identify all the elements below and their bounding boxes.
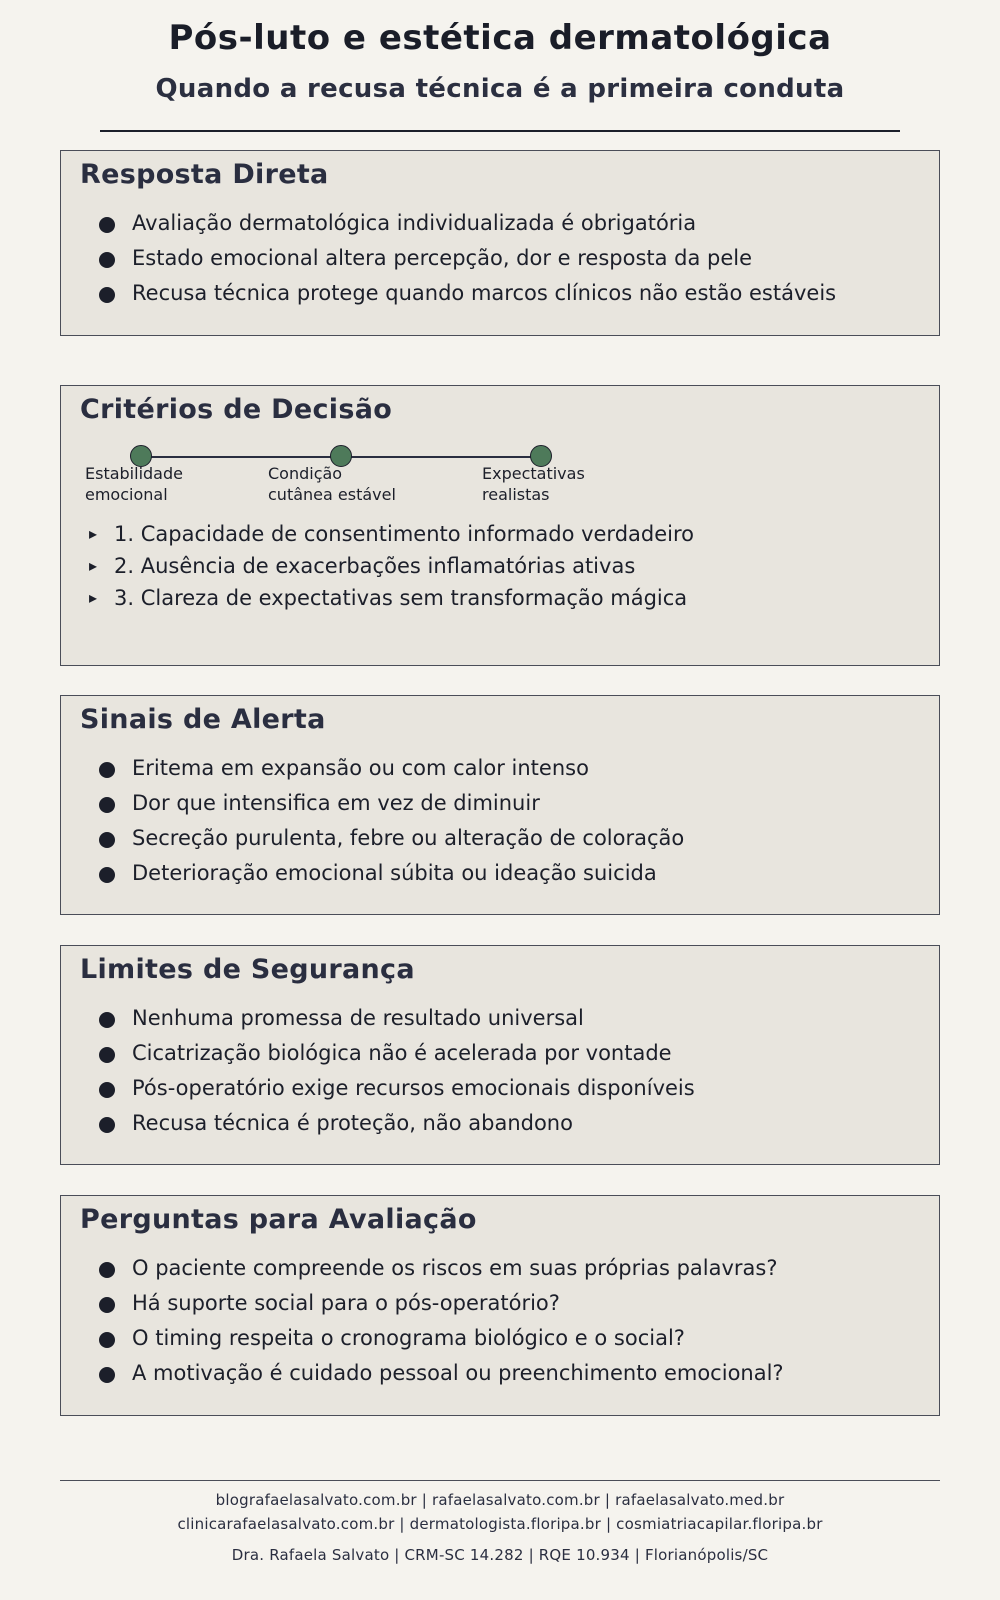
list-item: Recusa técnica é proteção, não abandono xyxy=(99,1106,695,1141)
card-title: Critérios de Decisão xyxy=(80,394,393,425)
list-item: Estado emocional altera percepção, dor e resposta da pele xyxy=(99,241,836,276)
card-title: Limites de Segurança xyxy=(80,954,415,985)
timeline-label-line: realistas xyxy=(482,485,550,504)
footer-sites-line-1: blografaelasalvato.com.br | rafaelasalvato.com.br | rafaelasalvato.med.br xyxy=(215,1491,785,1509)
card-perguntas-avaliacao xyxy=(60,1195,940,1416)
list-item: Nenhuma promessa de resultado universal xyxy=(99,1001,695,1036)
page-subtitle: Quando a recusa técnica é a primeira conduta xyxy=(155,74,845,104)
footer-credentials: Dra. Rafaela Salvato | CRM-SC 14.282 | RQE 10.934 | Florianópolis/SC xyxy=(231,1546,769,1564)
list-item: O paciente compreende os riscos em suas próprias palavras? xyxy=(99,1251,784,1286)
bullet-list xyxy=(99,751,684,891)
bullet-list xyxy=(99,1001,695,1141)
list-item: Recusa técnica protege quando marcos clínicos não estão estáveis xyxy=(99,276,836,311)
criteria-list xyxy=(89,518,694,614)
footer-sites-line-2: clinicarafaelasalvato.com.br | dermatologista.floripa.br | cosmiatriacapilar.floripa.br xyxy=(177,1515,823,1533)
timeline-label xyxy=(268,463,396,505)
list-item: ▸ 3. Clareza de expectativas sem transformação mágica xyxy=(89,582,694,614)
footer-divider xyxy=(60,1480,940,1481)
bullet-list xyxy=(99,206,836,311)
timeline-label xyxy=(85,463,183,505)
list-item: ▸ 1. Capacidade de consentimento informado verdadeiro xyxy=(89,518,694,550)
card-title: Perguntas para Avaliação xyxy=(80,1204,477,1235)
list-item: O timing respeita o cronograma biológico e o social? xyxy=(99,1321,784,1356)
card-title: Sinais de Alerta xyxy=(80,704,326,735)
list-item: A motivação é cuidado pessoal ou preenchimento emocional? xyxy=(99,1356,784,1391)
list-item: ▸ 2. Ausência de exacerbações inflamatórias ativas xyxy=(89,550,694,582)
card-limites-seguranca xyxy=(60,945,940,1165)
bullet-list xyxy=(99,1251,784,1391)
card-resposta-direta xyxy=(60,150,940,336)
timeline-label-line: Estabilidade xyxy=(85,464,183,483)
list-item: Deterioração emocional súbita ou ideação suicida xyxy=(99,856,684,891)
timeline-label-line: Condição xyxy=(268,464,343,483)
list-item: Secreção purulenta, febre ou alteração de coloração xyxy=(99,821,684,856)
timeline-label-line: emocional xyxy=(85,485,168,504)
card-criterios-decisao xyxy=(60,385,940,666)
list-item: Há suporte social para o pós-operatório? xyxy=(99,1286,784,1321)
timeline-label-line: Expectativas xyxy=(482,464,585,483)
list-item: Pós-operatório exige recursos emocionais disponíveis xyxy=(99,1071,695,1106)
page-title: Pós-luto e estética dermatológica xyxy=(168,18,832,58)
list-item: Dor que intensifica em vez de diminuir xyxy=(99,786,684,821)
timeline-label-line: cutânea estável xyxy=(268,485,396,504)
timeline-label xyxy=(482,463,585,505)
list-item: Eritema em expansão ou com calor intenso xyxy=(99,751,684,786)
card-sinais-alerta xyxy=(60,695,940,915)
header-divider xyxy=(100,130,900,132)
list-item: Avaliação dermatológica individualizada é obrigatória xyxy=(99,206,836,241)
decision-timeline xyxy=(61,386,941,516)
list-item: Cicatrização biológica não é acelerada por vontade xyxy=(99,1036,695,1071)
card-title: Resposta Direta xyxy=(80,159,329,190)
